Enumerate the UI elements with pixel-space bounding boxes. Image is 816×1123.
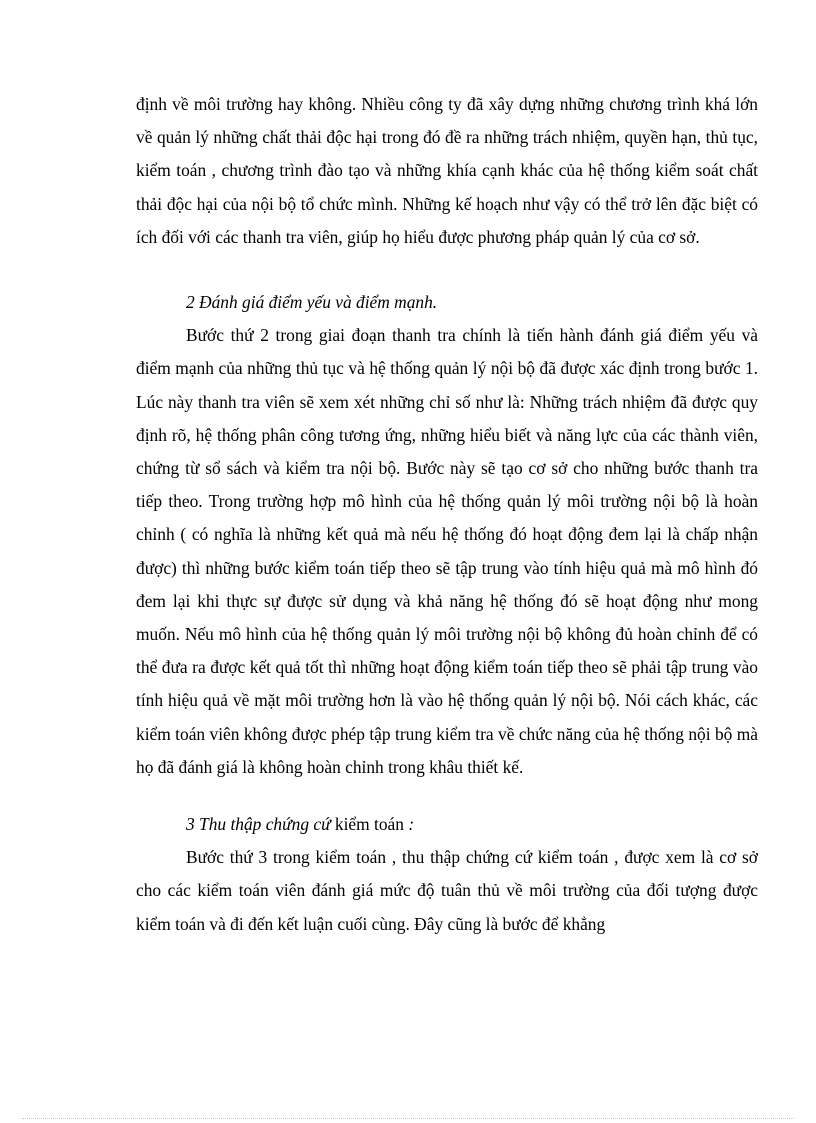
section-spacer (136, 254, 758, 286)
section-heading-2: 2 Đánh giá điểm yếu và điểm mạnh. (186, 292, 438, 313)
paragraph-section-2: Bước thứ 2 trong giai đoạn thanh tra chính là tiến hành đánh giá điểm yếu và điểm mạnh của những thủ tục và hệ thống quản lý nội bộ đã được xác định trong bước 1. Lúc này thanh tra viên sẽ xem xét những chỉ số như là: Những trách nhiệm đã được quy định rõ, hệ thống phân công tương ứng, những hiểu biết và năng lực của các thành viên, chứng từ sổ sách và kiểm tra nội bộ. Bước này sẽ tạo cơ sở cho những bước thanh tra tiếp theo. Trong trường hợp mô hình của hệ thống quản lý môi trường nội bộ là hoàn chỉnh ( có nghĩa là những kết quả mà nếu hệ thống đó hoạt động đem lại là chấp nhận được) thì những bước kiểm toán tiếp theo sẽ tập trung vào tính hiệu quả mà mô hình đó đem lại khi thực sự được sử dụng và khả năng hệ thống đó sẽ hoạt động như mong muốn. Nếu mô hình của hệ thống quản lý môi trường nội bộ không đủ hoàn chỉnh để có thể đưa ra được kết quả tốt thì những hoạt động kiểm toán tiếp theo sẽ phải tập trung vào tính hiệu quả về mặt môi trường hơn là vào hệ thống quản lý nội bộ. Nói cách khác, các kiểm toán viên không được phép tập trung kiểm tra về chức năng của hệ thống nội bộ mà họ đã đánh giá là không hoàn chỉnh trong khâu thiết kế. (136, 325, 758, 777)
section-heading-3 (136, 808, 758, 841)
heading-3-italic-part: 3 Thu thập chứng cứ (186, 814, 331, 835)
heading-3-colon: : (403, 814, 415, 835)
heading-3-regular-part: kiểm toán (330, 814, 404, 835)
paragraph-continuation: định về môi trường hay không. Nhiều công ty đã xây dựng những chương trình khá lớn về quản lý những chất thải độc hại trong đó đề ra những trách nhiệm, quyền hạn, thủ tục, kiểm toán , chương trình đào tạo và những khía cạnh khác của hệ thống kiểm soát chất thải độc hại của nội bộ tổ chức mình. Những kế hoạch như vậy có thể trở lên đặc biệt có ích đối với các thanh tra viên, giúp họ hiểu được phương pháp quản lý của cơ sở. (136, 94, 758, 247)
page-bottom-divider (22, 1118, 794, 1119)
document-page (136, 88, 758, 941)
paragraph-section-3: Bước thứ 3 trong kiểm toán , thu thập chứng cứ kiểm toán , được xem là cơ sở cho các kiểm toán viên đánh giá mức độ tuân thủ về môi trường của đối tượng được kiểm toán và đi đến kết luận cuối cùng. Đây cũng là bước để khẳng (136, 847, 758, 934)
section-spacer (136, 784, 758, 808)
